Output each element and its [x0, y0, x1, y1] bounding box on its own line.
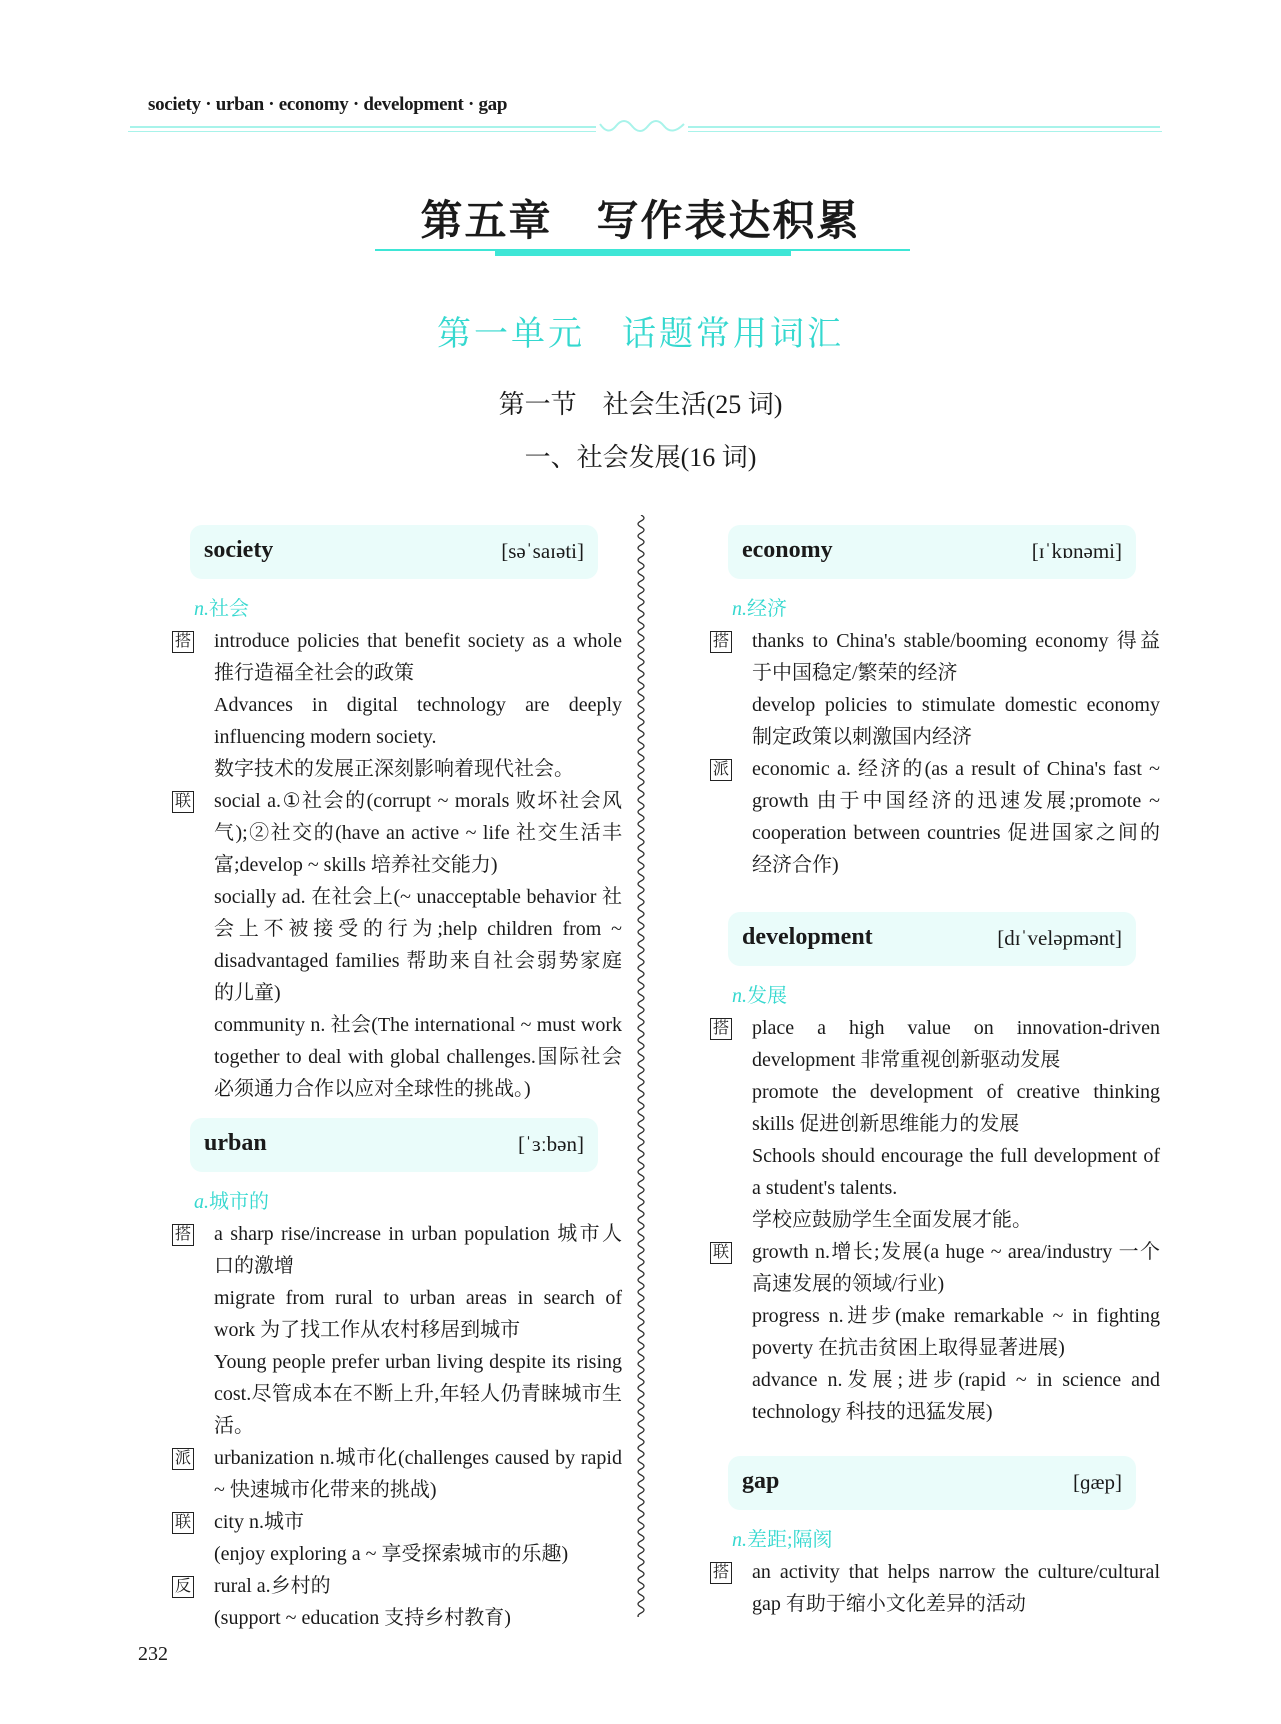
usage-line: advance n.发展;进步(rapid ~ in science and technology 科技的迅猛发展)	[752, 1369, 1160, 1423]
usage-group	[712, 1556, 1160, 1620]
headword: gap	[742, 1468, 780, 1494]
entry-header	[190, 1118, 598, 1172]
marker-搭: 搭	[172, 631, 194, 653]
usage-line: (enjoy exploring a ~ 享受探索城市的乐趣)	[214, 1543, 569, 1565]
entry-header	[190, 525, 598, 579]
chapter-underline-bar	[495, 249, 791, 256]
phonetic: [dɪˈveləpmənt]	[997, 926, 1122, 950]
section-title: 第一节 社会生活(25 词)	[498, 390, 783, 419]
pos-abbr: a.	[194, 1191, 209, 1213]
part-of-speech	[732, 1524, 1160, 1556]
running-header: society · urban · economy · development · gap	[148, 94, 508, 115]
marker-搭: 搭	[710, 631, 732, 653]
entry-header	[728, 1456, 1136, 1510]
usage-line: Schools should encourage the full development of a student's talents.	[752, 1145, 1160, 1199]
part-of-speech	[732, 980, 1160, 1012]
usage-group	[174, 1218, 622, 1442]
headword: development	[742, 924, 873, 950]
marker-搭: 搭	[710, 1018, 732, 1040]
meaning: 经济	[747, 598, 787, 620]
usage-line: Young people prefer urban living despite its rising cost.尽管成本在不断上升,年轻人仍青睐城市生活。	[214, 1351, 622, 1437]
meaning: 差距;隔阂	[747, 1529, 833, 1551]
usage-line: develop policies to stimulate domestic economy 制定政策以刺激国内经济	[752, 694, 1160, 748]
usage-line: an activity that helps narrow the culture/cultural gap 有助于缩小文化差异的活动	[752, 1561, 1160, 1615]
entry-urban	[174, 1118, 622, 1634]
usage-line: Advances in digital technology are deeply influencing modern society.	[214, 694, 622, 748]
marker-反: 反	[172, 1576, 194, 1598]
pos-abbr: n.	[732, 985, 747, 1007]
usage-group	[174, 785, 622, 1105]
headword: urban	[204, 1130, 267, 1156]
pos-abbr: n.	[732, 598, 747, 620]
phonetic: [ɡæp]	[1073, 1470, 1122, 1494]
part-of-speech	[194, 1186, 622, 1218]
usage-line: place a high value on innovation-driven development 非常重视创新驱动发展	[752, 1017, 1160, 1071]
meaning: 城市的	[209, 1191, 269, 1213]
usage-line: 学校应鼓励学生全面发展才能。	[752, 1209, 1032, 1231]
marker-联: 联	[710, 1242, 732, 1264]
subsection-title: 一、社会发展(16 词)	[524, 443, 757, 472]
usage-line: community n. 社会(The international ~ must work together to deal with global challenges.国际社会必须通力合作以应对全球性的挑战。)	[214, 1014, 622, 1100]
usage-line: (support ~ education 支持乡村教育)	[214, 1607, 511, 1629]
usage-line: promote the development of creative thinking skills 促进创新思维能力的发展	[752, 1081, 1160, 1135]
usage-line: socially ad. 在社会上(~ unacceptable behavior 社会上不被接受的行为;help children from ~ disadvantaged families 帮助来自社会弱势家庭的儿童)	[214, 886, 622, 1004]
part-of-speech	[732, 593, 1160, 625]
marker-联: 联	[172, 791, 194, 813]
entry-economy	[712, 525, 1160, 881]
pos-abbr: n.	[732, 1529, 747, 1551]
marker-联: 联	[172, 1512, 194, 1534]
usage-line: thanks to China's stable/booming economy 得益于中国稳定/繁荣的经济	[752, 630, 1160, 684]
usage-line: migrate from rural to urban areas in search of work 为了找工作从农村移居到城市	[214, 1287, 622, 1341]
usage-line: introduce policies that benefit society as a whole 推行造福全社会的政策	[214, 630, 622, 684]
pos-abbr: n.	[194, 598, 209, 620]
unit-title: 第一单元 话题常用词汇	[437, 316, 844, 353]
usage-line: social a.①社会的(corrupt ~ morals 败坏社会风气);②社交的(have an active ~ life 社交生活丰富;develop ~ skills 培养社交能力)	[214, 790, 622, 876]
usage-line: city n.城市	[214, 1511, 304, 1533]
usage-line: progress n.进步(make remarkable ~ in fighting poverty 在抗击贫困上取得显著进展)	[752, 1305, 1160, 1359]
marker-派: 派	[172, 1448, 194, 1470]
usage-group	[174, 625, 622, 785]
headword: society	[204, 537, 274, 563]
marker-搭: 搭	[710, 1562, 732, 1584]
usage-line: urbanization n.城市化(challenges caused by rapid ~ 快速城市化带来的挑战)	[214, 1447, 622, 1501]
usage-line: a sharp rise/increase in urban population 城市人口的激增	[214, 1223, 622, 1277]
usage-line: growth n.增长;发展(a huge ~ area/industry 一个高速发展的领域/行业)	[752, 1241, 1160, 1295]
ornament-icon	[596, 120, 688, 136]
meaning: 发展	[747, 985, 787, 1007]
meaning: 社会	[209, 598, 249, 620]
entry-development	[712, 912, 1160, 1428]
usage-group	[174, 1442, 622, 1506]
usage-group	[712, 1236, 1160, 1428]
phonetic: [səˈsaɪəti]	[501, 539, 584, 563]
phonetic: [ɪˈkɒnəmi]	[1031, 539, 1122, 563]
entry-header	[728, 525, 1136, 579]
usage-group	[712, 753, 1160, 881]
usage-group	[174, 1506, 622, 1570]
usage-group	[174, 1570, 622, 1634]
usage-line: economic a. 经济的(as a result of China's fast ~ growth 由于中国经济的迅速发展;promote ~ cooperation between countries 促进国家之间的经济合作)	[752, 758, 1160, 876]
usage-group	[712, 625, 1160, 753]
phonetic: [ˈɜːbən]	[518, 1132, 584, 1156]
usage-line: rural a.乡村的	[214, 1575, 331, 1597]
part-of-speech	[194, 593, 622, 625]
chapter-title: 第五章 写作表达积累	[420, 199, 861, 245]
wavy-line	[638, 515, 644, 1617]
marker-搭: 搭	[172, 1224, 194, 1246]
entry-header	[728, 912, 1136, 966]
headword: economy	[742, 537, 833, 563]
usage-line: 数字技术的发展正深刻影响着现代社会。	[214, 758, 574, 780]
entry-gap	[712, 1456, 1160, 1620]
page-number: 232	[138, 1643, 168, 1665]
usage-group	[712, 1012, 1160, 1236]
marker-派: 派	[710, 759, 732, 781]
entry-society	[174, 525, 622, 1105]
column-divider	[634, 515, 648, 1617]
